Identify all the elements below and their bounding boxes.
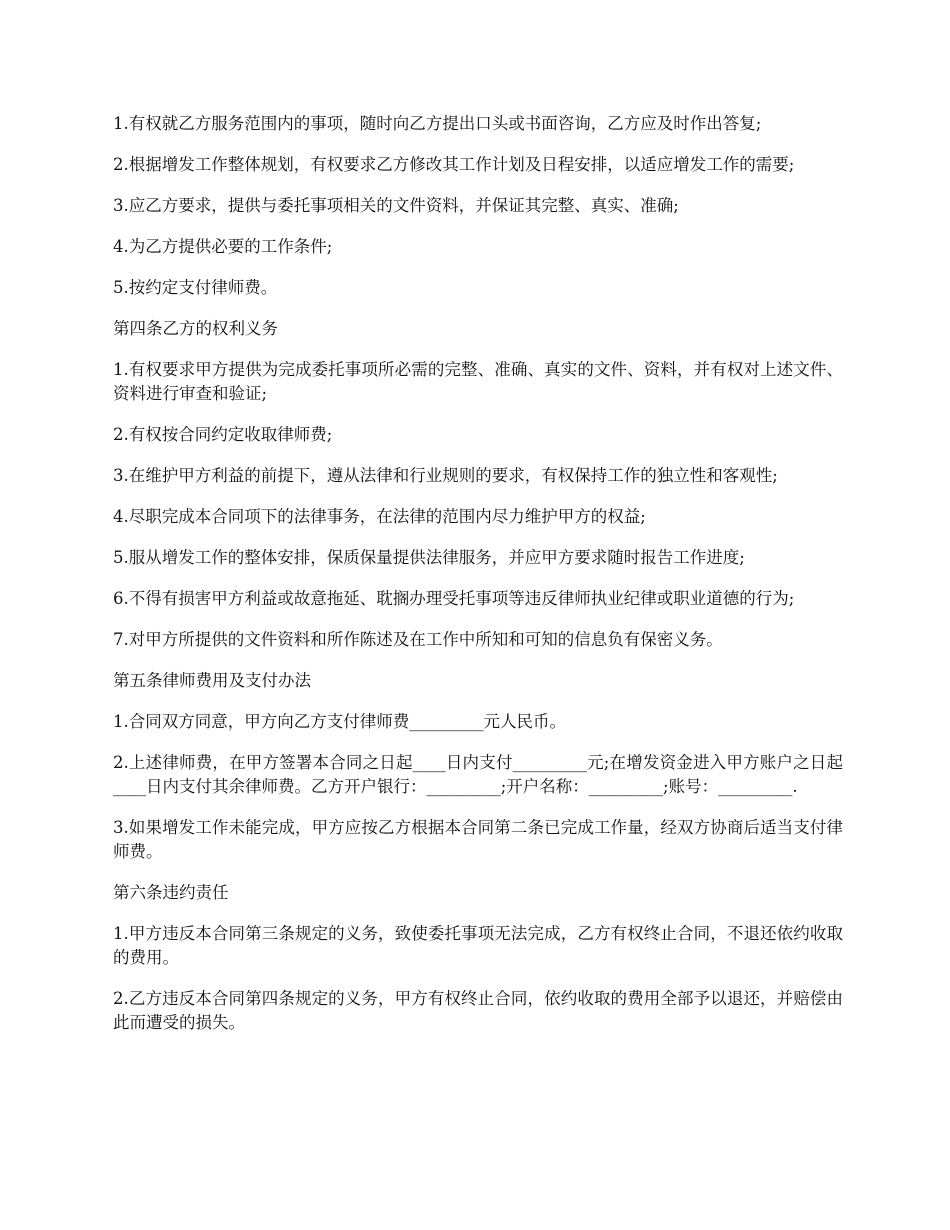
- section-heading-article-4: 第四条乙方的权利义务: [113, 319, 278, 338]
- paragraph-fee-2: 2.上述律师费，在甲方签署本合同之日起____日内支付_________元;在增发资金进入甲方账户之日起____日内支付其余律师费。乙方开户银行：_________;开户名称：_________;账号：_________.: [113, 753, 843, 796]
- paragraph-liability-2: 2.乙方违反本合同第四条规定的义务，甲方有权终止合同，依约收取的费用全部予以退还，并赔偿由此而遭受的损失。: [113, 989, 843, 1032]
- paragraph-fee-3: 3.如果增发工作未能完成，甲方应按乙方根据本合同第二条已完成工作量，经双方协商后适当支付律师费。: [113, 818, 843, 861]
- paragraph-party-b-right-5: 5.服从增发工作的整体安排，保质保量提供法律服务，并应甲方要求随时报告工作进度;: [113, 548, 745, 567]
- paragraph-fee-1: 1.合同双方同意，甲方向乙方支付律师费_________元人民币。: [113, 712, 566, 731]
- paragraph-party-b-right-4: 4.尽职完成本合同项下的法律事务，在法律的范围内尽力维护甲方的权益;: [113, 507, 646, 526]
- paragraph-party-a-right-3: 3.应乙方要求，提供与委托事项相关的文件资料，并保证其完整、真实、准确;: [113, 196, 679, 215]
- paragraph-party-b-right-2: 2.有权按合同约定收取律师费;: [113, 425, 333, 444]
- document-body: [113, 112, 843, 1052]
- paragraph-party-b-right-3: 3.在维护甲方利益的前提下，遵从法律和行业规则的要求，有权保持工作的独立性和客观性;: [113, 466, 778, 485]
- section-heading-article-6: 第六条违约责任: [113, 883, 229, 902]
- paragraph-party-a-right-4: 4.为乙方提供必要的工作条件;: [113, 237, 333, 256]
- paragraph-party-a-right-5: 5.按约定支付律师费。: [113, 278, 278, 297]
- paragraph-party-a-right-1: 1.有权就乙方服务范围内的事项，随时向乙方提出口头或书面咨询，乙方应及时作出答复;: [113, 114, 762, 133]
- paragraph-party-b-right-7: 7.对甲方所提供的文件资料和所作陈述及在工作中所知和可知的信息负有保密义务。: [113, 630, 723, 649]
- paragraph-party-a-right-2: 2.根据增发工作整体规划，有权要求乙方修改其工作计划及日程安排，以适应增发工作的需要;: [113, 155, 795, 174]
- paragraph-party-b-right-6: 6.不得有损害甲方利益或故意拖延、耽搁办理受托事项等违反律师执业纪律或职业道德的行为;: [113, 589, 795, 608]
- paragraph-party-b-right-1: 1.有权要求甲方提供为完成委托事项所必需的完整、准确、真实的文件、资料，并有权对上述文件、资料进行审查和验证;: [113, 360, 843, 403]
- section-heading-article-5: 第五条律师费用及支付办法: [113, 671, 311, 690]
- paragraph-liability-1: 1.甲方违反本合同第三条规定的义务，致使委托事项无法完成，乙方有权终止合同，不退还依约收取的费用。: [113, 924, 843, 967]
